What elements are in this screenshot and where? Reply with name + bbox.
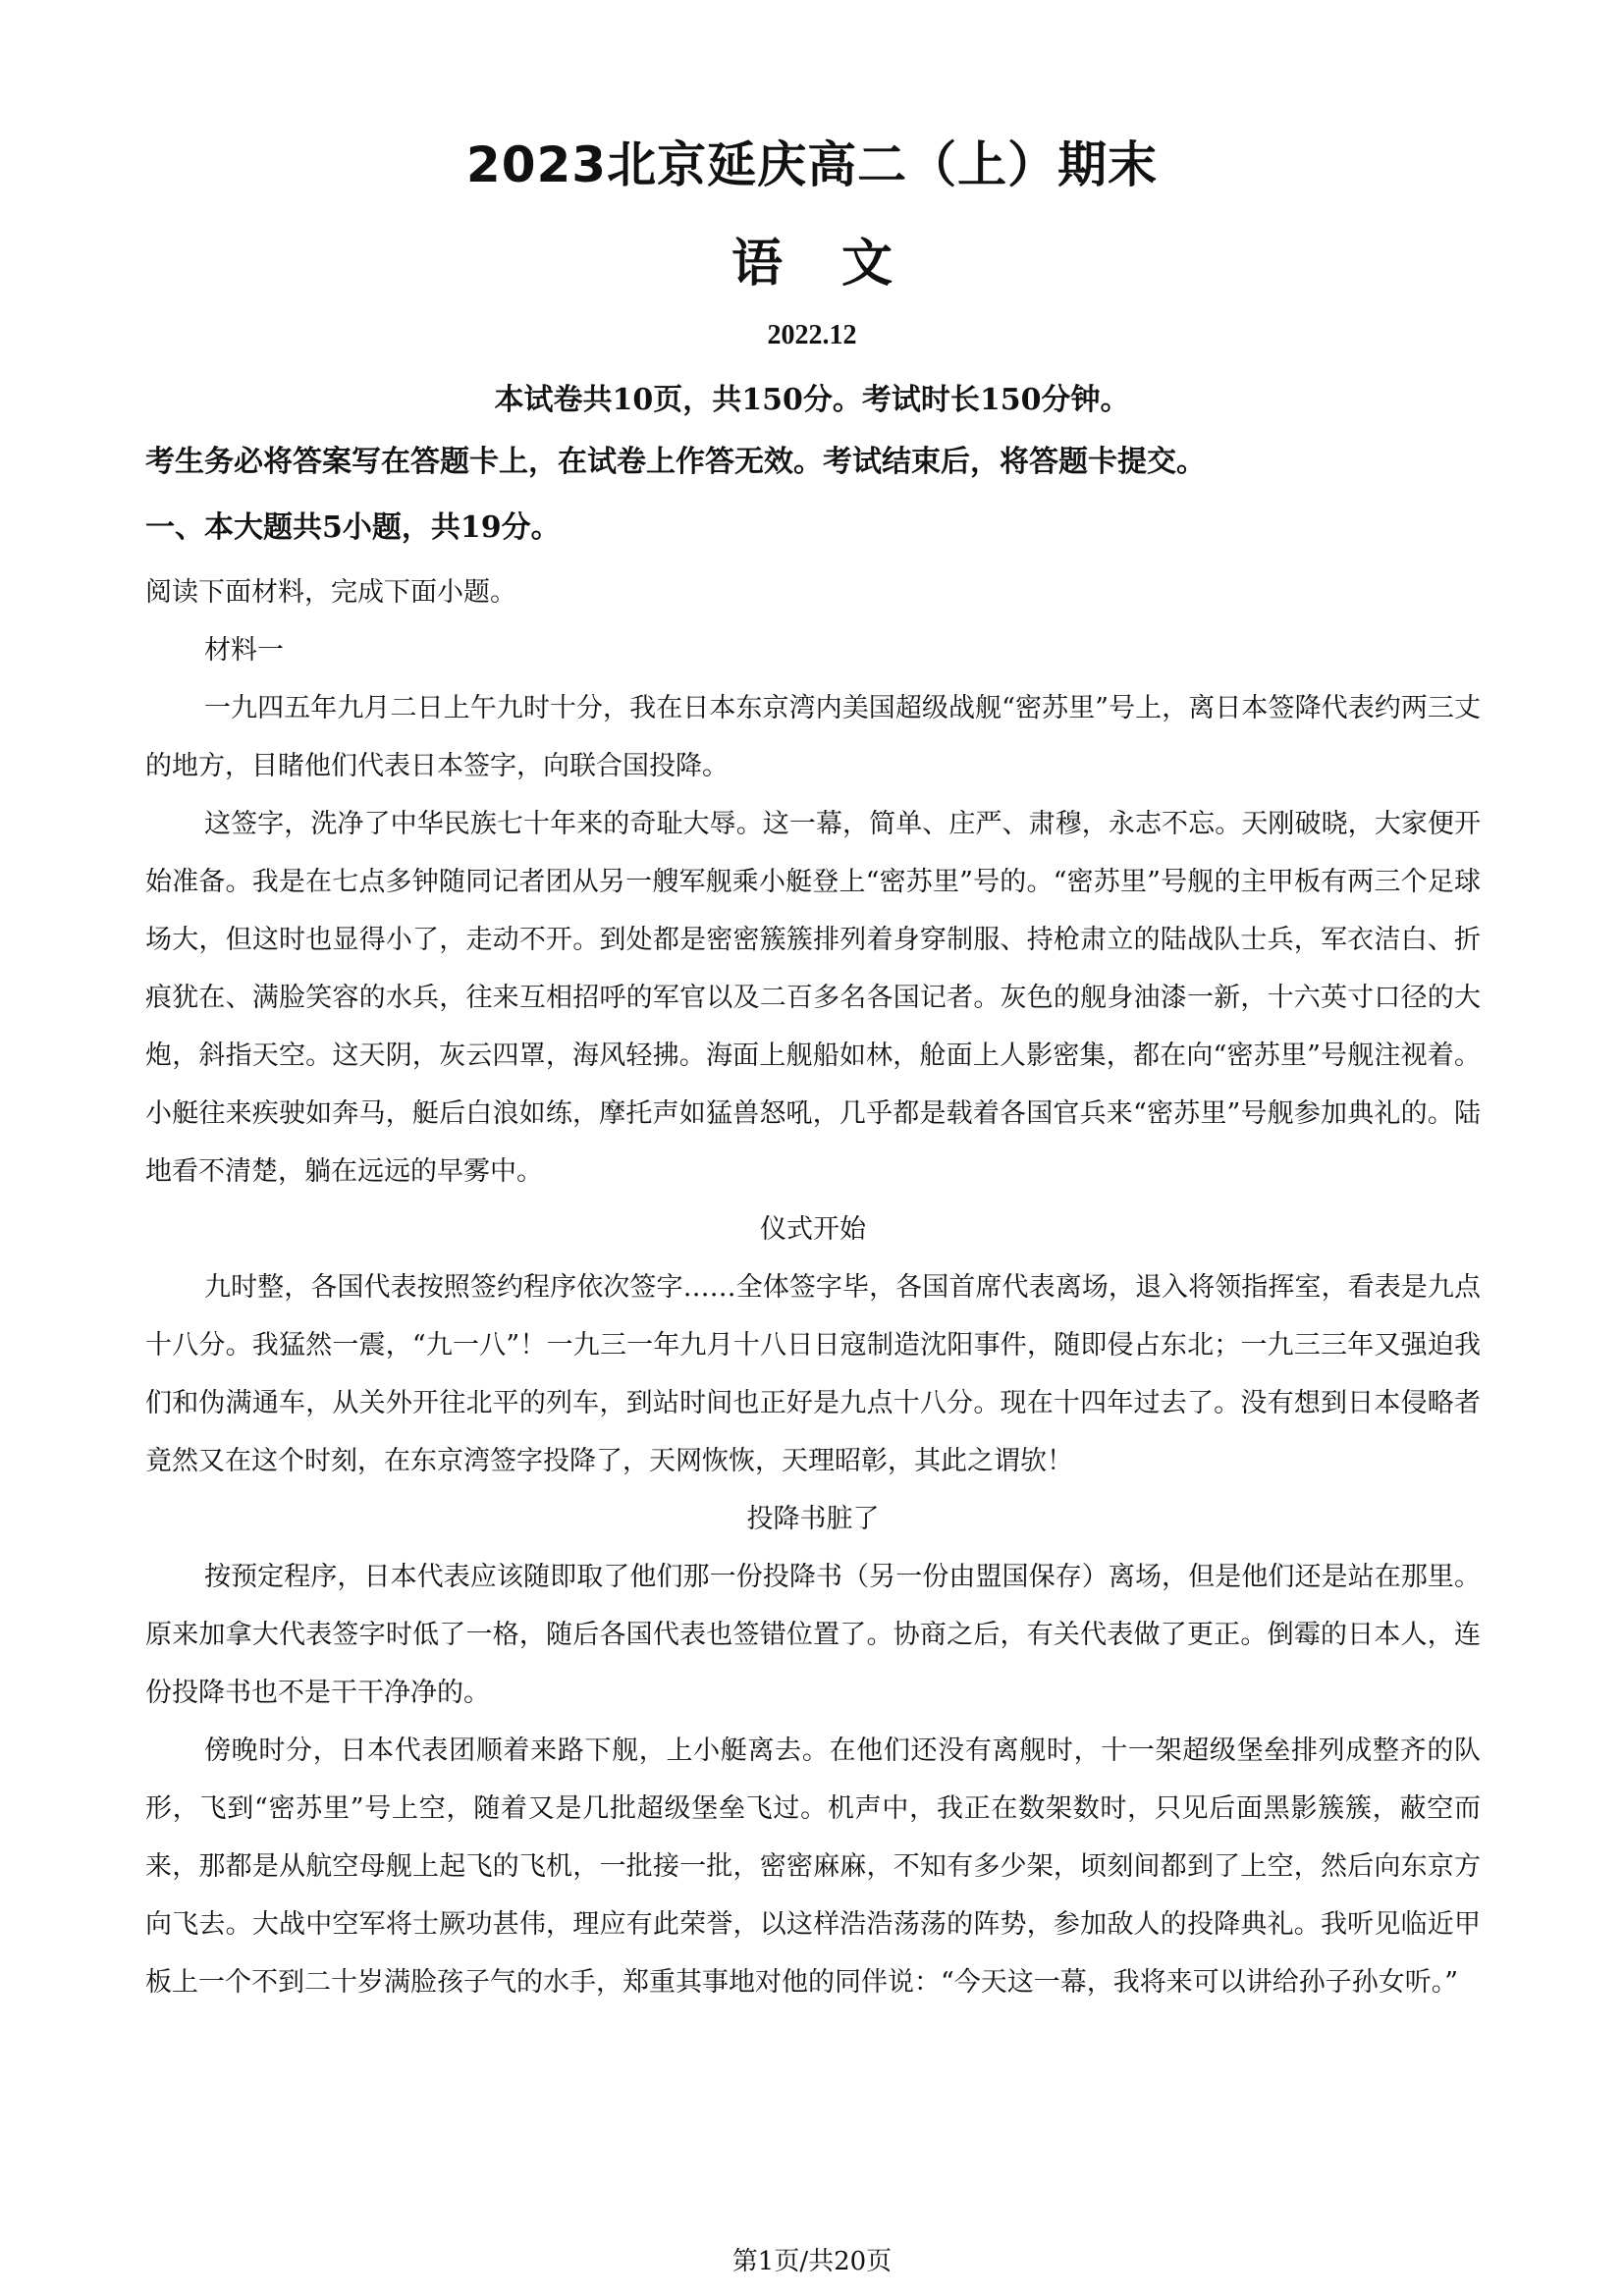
subheading: 投降书脏了: [746, 1504, 880, 1534]
exam-notice: 考生务必将答案写在答题卡上，在试卷上作答无效。考试结束后，将答题卡提交。: [145, 445, 1206, 479]
exam-date: 2022.12: [767, 320, 857, 350]
paragraph: 九时整，各国代表按照签约程序依次签字……全体签字毕，各国首席代表离场，退入将领指挥室，看表是九点十八分。我猛然一震，“九一八”！一九三一年九月十八日日寇制造沈阳事件，随即侵占东北；一九三三年又强迫我们和伪满通车，从关外开往北平的列车，到站时间也正好是九点十八分。现在十四年过去了。没有想到日本侵略者竟然又在这个时刻，在东京湾签字投降了，天网恢恢，天理昭彰，其此之谓欤！: [145, 1272, 1481, 1476]
exam-info: 本试卷共10页，共150分。考试时长150分钟。: [494, 383, 1130, 417]
paragraph: 一九四五年九月二日上午九时十分，我在日本东京湾内美国超级战舰“密苏里”号上，离日本签降代表约两三丈的地方，目睹他们代表日本签字，向联合国投降。: [145, 693, 1481, 781]
subheading: 仪式开始: [760, 1214, 866, 1245]
instruction-text: 阅读下面材料，完成下面小题。: [145, 577, 516, 608]
page-number: 第1页/共20页: [731, 2247, 893, 2276]
paragraph: 按预定程序，日本代表应该随即取了他们那一份投降书（另一份由盟国保存）离场，但是他们还是站在那里。原来加拿大代表签字时低了一格，随后各国代表也签错位置了。协商之后，有关代表做了更正。倒霉的日本人，连份投降书也不是干干净净的。: [145, 1562, 1481, 1708]
paragraph: 傍晚时分，日本代表团顺着来路下舰，上小艇离去。在他们还没有离舰时，十一架超级堡垒排列成整齐的队形，飞到“密苏里”号上空，随着又是几批超级堡垒飞过。机声中，我正在数架数时，只见后面黑影簇簇，蔽空而来，那都是从航空母舰上起飞的飞机，一批接一批，密密麻麻，不知有多少架，顷刻间都到了上空，然后向东京方向飞去。大战中空军将士厥功甚伟，理应有此荣誉，以这样浩浩荡荡的阵势，参加敌人的投降典礼。我听见临近甲板上一个不到二十岁满脸孩子气的水手，郑重其事地对他的同伴说：“今天这一幕，我将来可以讲给孙子孙女听。”: [145, 1735, 1481, 1998]
section-title: 一、本大题共5小题，共19分。: [145, 510, 561, 545]
subject-title: 语文: [731, 235, 951, 294]
reading-material: [145, 563, 1481, 2011]
page-title: 2023北京延庆高二（上）期末: [465, 136, 1159, 193]
material-label: 材料一: [204, 635, 284, 666]
paragraph: 这签字，洗净了中华民族七十年来的奇耻大辱。这一幕，简单、庄严、肃穆，永志不忘。天刚破晓，大家便开始准备。我是在七点多钟随同记者团从另一艘军舰乘小艇登上“密苏里”号的。“密苏里”号舰的主甲板有两三个足球场大，但这时也显得小了，走动不开。到处都是密密簇簇排列着身穿制服、持枪肃立的陆战队士兵，军衣洁白、折痕犹在、满脸笑容的水兵，往来互相招呼的军官以及二百多名各国记者。灰色的舰身油漆一新，十六英寸口径的大炮，斜指天空。这天阴，灰云四罩，海风轻拂。海面上舰船如林，舱面上人影密集，都在向“密苏里”号舰注视着。小艇往来疾驶如奔马，艇后白浪如练，摩托声如猛兽怒吼，几乎都是载着各国官兵来“密苏里”号舰参加典礼的。陆地看不清楚，躺在远远的早雾中。: [145, 809, 1481, 1187]
